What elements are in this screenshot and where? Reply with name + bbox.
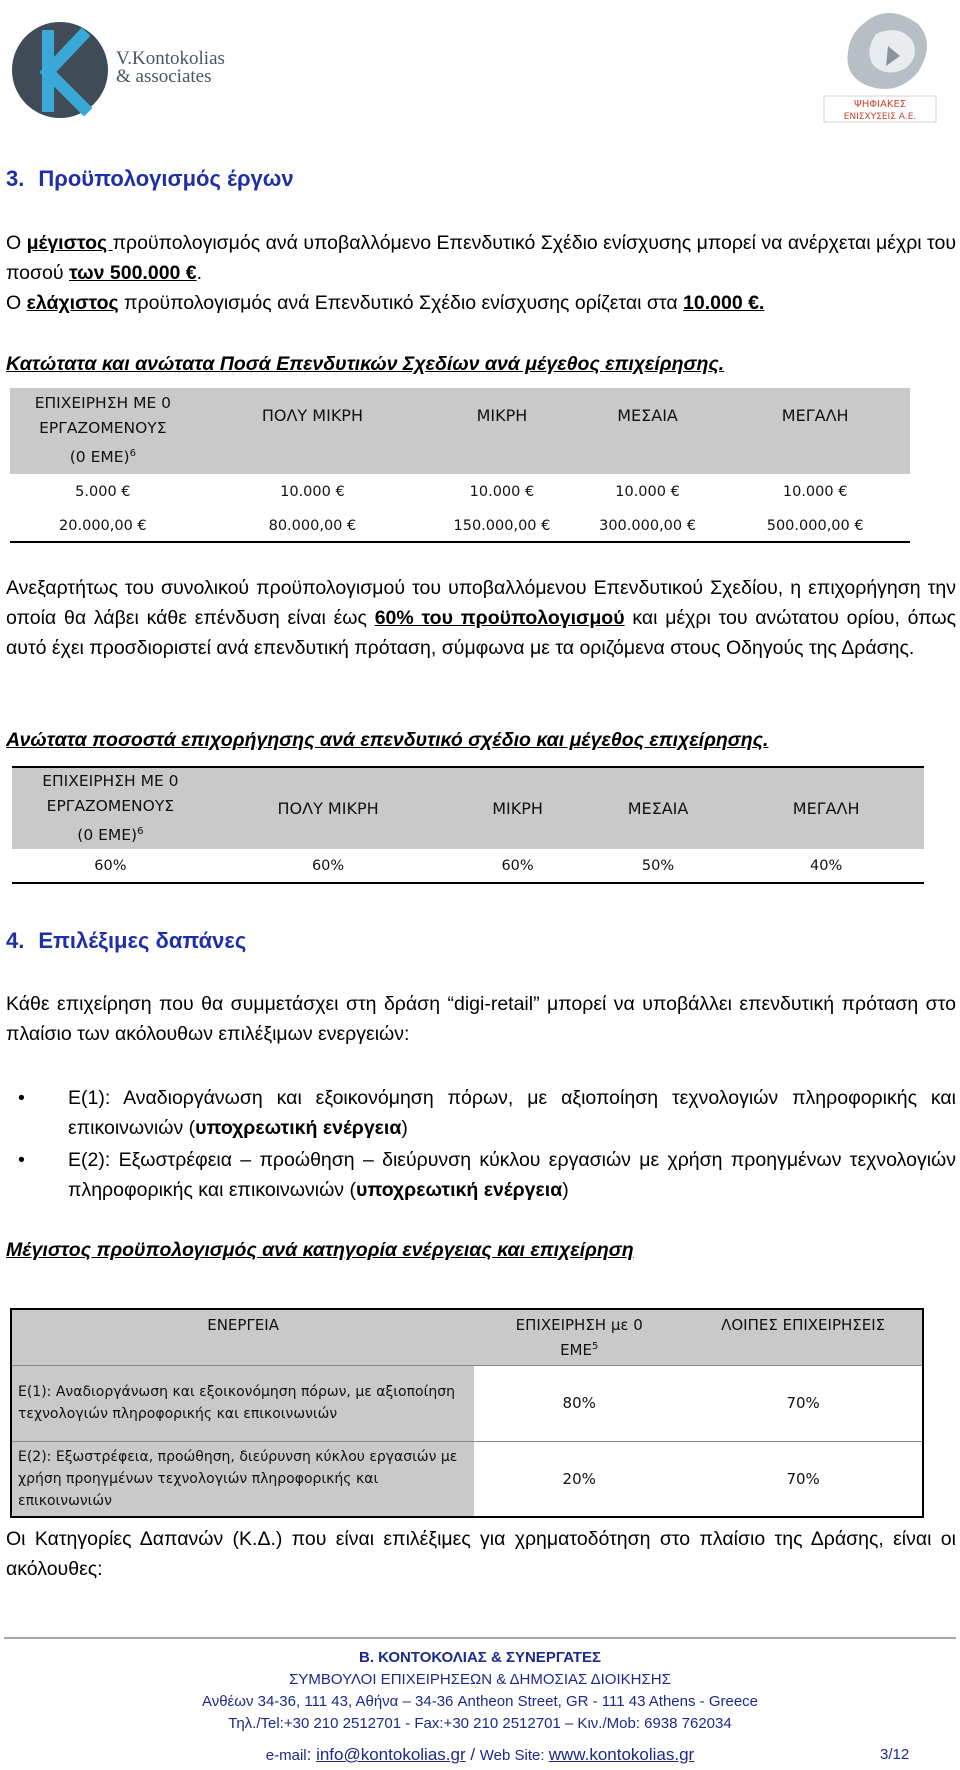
table3-header-zero-employees bbox=[474, 1309, 684, 1365]
table3-header-other: ΛΟΙΠΕΣ ΕΠΙΧΕΙΡΗΣΕΙΣ bbox=[684, 1309, 923, 1365]
table2-header-0-employees bbox=[12, 767, 209, 849]
table2-rate-4: 40% bbox=[810, 857, 843, 874]
footnote: 6 bbox=[129, 448, 136, 460]
text: ) bbox=[401, 1117, 408, 1139]
table1-max-1: 80.000,00 € bbox=[268, 517, 357, 534]
text-mandatory: υποχρεωτική ενέργεια bbox=[195, 1117, 402, 1139]
page-number: 3/12 bbox=[880, 1746, 910, 1763]
subtitle-max-budget-per-action: Μέγιστος προϋπολογισμός ανά κατηγορία ενέργειας και επιχείρηση bbox=[6, 1239, 634, 1261]
section-4-number: 4. bbox=[6, 928, 25, 953]
text-min: ελάχιστος bbox=[26, 292, 119, 314]
subtitle-min-max-amounts: Κατώτατα και ανώτατα Ποσά Επενδυτικών Σχεδίων ανά μέγεθος επιχείρησης. bbox=[6, 353, 725, 375]
eligible-actions-intro: Κάθε επιχείρηση που θα συμμετάσχει στη δράση “digi-retail” μπορεί να υποβάλλει επενδυτική πρόταση στο πλαίσιο των ακόλουθων επιλέξιμων ενεργειών: bbox=[6, 993, 956, 1045]
text: προϋπολογισμός ανά υποβαλλόμενο Επενδυτικό Σχέδιο ενίσχυσης μπορεί να ανέρχεται μέχρι του ποσού bbox=[6, 232, 956, 284]
table1-header-large: ΜΕΓΑΛΗ bbox=[720, 388, 910, 474]
logo-right-text2: ΕΝΙΣΧΥΣΕΙΣ Α.Ε. bbox=[843, 112, 917, 122]
text: ΕΡΓΑΖΟΜΕΝΟΥΣ bbox=[46, 797, 175, 815]
footer-address: Ανθέων 34-36, 111 43, Αθήνα – 34-36 Antheon Street, GR - 111 43 Athens - Greece bbox=[201, 1693, 759, 1710]
partner-logo bbox=[808, 4, 948, 130]
section-3-number: 3. bbox=[6, 166, 25, 191]
company-logo bbox=[8, 12, 248, 124]
table2-header-very-small: ΠΟΛΥ ΜΙΚΡΗ bbox=[209, 767, 448, 849]
footnote: 6 bbox=[137, 826, 144, 837]
text: : bbox=[306, 1745, 317, 1764]
table1-header-very-small: ΠΟΛΥ ΜΙΚΡΗ bbox=[196, 388, 429, 474]
section-4-heading bbox=[6, 928, 246, 954]
table3-row-e1-value-1: 80% bbox=[562, 1394, 596, 1412]
table1-max-2: 150.000,00 € bbox=[453, 517, 551, 534]
table1-max-4: 500.000,00 € bbox=[766, 517, 864, 534]
section-3-title: Προϋπολογισμός έργων bbox=[38, 166, 294, 191]
max-budget-paragraph bbox=[6, 228, 956, 288]
table1-header-small: ΜΙΚΡΗ bbox=[429, 388, 575, 474]
footer-tagline: ΣΥΜΒΟΥΛΟΙ ΕΠΙΧΕΙΡΗΣΕΩΝ & ΔΗΜΟΣΙΑΣ ΔΙΟΙΚΗΣΗΣ bbox=[289, 1671, 671, 1688]
table3-header-action: ΕΝΕΡΓΕΙΑ bbox=[11, 1309, 474, 1365]
footer-contact bbox=[0, 1744, 960, 1767]
text: προϋπολογισμός ανά Επενδυτικό Σχέδιο ενίσχυσης ορίζεται στα bbox=[118, 292, 684, 314]
table1-min-2: 10.000 € bbox=[469, 484, 535, 500]
table3-row-e2-value-2: 70% bbox=[786, 1469, 820, 1488]
text: (0 ΕΜΕ) bbox=[77, 826, 138, 845]
logo-text-line2: & associates bbox=[116, 66, 212, 87]
logo-right-text1: ΨΗΦΙΑΚΕΣ bbox=[853, 99, 907, 110]
bullet-icon: • bbox=[18, 1087, 25, 1109]
logo-text-line1: V.Kontokolias bbox=[116, 48, 225, 69]
text: Ο bbox=[6, 292, 27, 314]
email-label: e-mail bbox=[265, 1747, 307, 1764]
bullet-icon: • bbox=[18, 1149, 25, 1171]
text: ΕΜΕ bbox=[560, 1340, 592, 1359]
subsidy-rates-table bbox=[12, 766, 924, 884]
website-link[interactable]: www.kontokolias.gr bbox=[548, 1745, 695, 1764]
text-max: μέγιστος bbox=[26, 232, 113, 254]
footer-company: Β. ΚΟΝΤΟΚΟΛΙΑΣ & ΣΥΝΕΡΓΑΤΕΣ bbox=[359, 1649, 601, 1666]
min-budget-paragraph bbox=[6, 288, 956, 318]
text: ΕΡΓΑΖΟΜΕΝΟΥΣ bbox=[39, 419, 167, 438]
table3-row-e2-value-1: 20% bbox=[562, 1469, 596, 1488]
text: / bbox=[465, 1745, 480, 1764]
text: ) bbox=[562, 1179, 569, 1201]
text: Ε(1): Αναδιοργάνωση και εξοικονόμηση πόρων, με αξιοποίηση τεχνολογιών πληροφορικής και επικοινωνιών ( bbox=[68, 1087, 956, 1139]
expense-categories-intro: Οι Κατηγορίες Δαπανών (Κ.Δ.) που είναι επιλέξιμες για χρηματοδότηση στο πλαίσιο της Δράσης, είναι οι ακόλουθες: bbox=[6, 1528, 956, 1580]
footnote: 5 bbox=[591, 1340, 599, 1352]
footer-phones: Τηλ./Tel:+30 210 2512701 - Fax:+30 210 2512701 – Κιν./Mob: 6938 762034 bbox=[228, 1715, 732, 1732]
max-budget-per-action-table bbox=[10, 1308, 924, 1518]
text-max-amount: των 500.000 € bbox=[69, 262, 197, 284]
bullet-item-e1 bbox=[18, 1083, 956, 1143]
table1-header-medium: ΜΕΣΑΙΑ bbox=[575, 388, 721, 474]
text: ΕΠΙΧΕΙΡΗΣΗ ΜΕ 0 bbox=[42, 772, 179, 790]
section-4-title: Επιλέξιμες δαπάνες bbox=[38, 928, 247, 953]
text: (0 ΕΜΕ) bbox=[69, 448, 130, 467]
text: ΕΠΙΧΕΙΡΗΣΗ ΜΕ 0 bbox=[34, 394, 172, 413]
table1-min-3: 10.000 € bbox=[615, 484, 680, 500]
text: και μέχρι του ανώτατου ορίου, όπως αυτό έχει προσδιοριστεί ανά επενδυτική πρόταση, σύμφωνα με τα οριζόμενα στους Οδηγούς της Δράσης. bbox=[6, 607, 957, 659]
web-label: Web Site: bbox=[479, 1747, 549, 1764]
table3-row-e1-label: Ε(1): Αναδιοργάνωση και εξοικονόμηση πόρων, με αξιοποίηση τεχνολογιών πληροφορικής και επικοινωνιών bbox=[11, 1365, 474, 1441]
table1-min-0: 5.000 € bbox=[75, 484, 131, 500]
text: Ο bbox=[6, 232, 27, 254]
table1-max-3: 300.000,00 € bbox=[599, 517, 696, 534]
table1-min-4: 10.000 € bbox=[782, 484, 848, 500]
min-max-amounts-table bbox=[10, 388, 910, 543]
text: . bbox=[196, 262, 203, 284]
table2-rate-0: 60% bbox=[94, 857, 127, 874]
section-3-heading bbox=[6, 166, 294, 192]
email-link[interactable]: info@kontokolias.gr bbox=[316, 1745, 466, 1764]
footer-divider bbox=[4, 1637, 956, 1639]
table2-rate-3: 50% bbox=[641, 857, 675, 874]
table1-max-0: 20.000,00 € bbox=[59, 517, 147, 534]
text-min-amount: 10.000 €. bbox=[683, 292, 765, 314]
table2-rate-2: 60% bbox=[501, 857, 534, 874]
table1-header-0-employees bbox=[10, 388, 196, 474]
text-mandatory: υποχρεωτική ενέργεια bbox=[355, 1179, 563, 1201]
table2-header-medium: ΜΕΣΑΙΑ bbox=[588, 767, 729, 849]
table2-header-large: ΜΕΓΑΛΗ bbox=[728, 767, 924, 849]
text: Ε(2): Εξωστρέφεια – προώθηση – διεύρυνση κύκλου εργασιών με χρήση προηγμένων τεχνολογιών πληροφορικής και επικοινωνιών ( bbox=[68, 1149, 956, 1201]
table3-row-e2-label: Ε(2): Εξωστρέφεια, προώθηση, διεύρυνση κύκλου εργασιών με χρήση προηγμένων τεχνολογιών πληροφορικής και επικοινωνιών bbox=[11, 1441, 474, 1517]
text-subsidy-rate: 60% του προϋπολογισμού bbox=[374, 607, 625, 629]
text: Ανεξαρτήτως του συνολικού προϋπολογισμού του υποβαλλόμενου Επενδυτικού Σχεδίου, η επιχορήγηση την οποία θα λάβει κάθε επένδυση είναι έως bbox=[6, 577, 956, 629]
bullet-item-e2 bbox=[18, 1145, 956, 1205]
table1-min-1: 10.000 € bbox=[280, 484, 345, 500]
table2-header-small: ΜΙΚΡΗ bbox=[447, 767, 587, 849]
table2-rate-1: 60% bbox=[311, 857, 345, 874]
subtitle-subsidy-rates: Ανώτατα ποσοστά επιχορήγησης ανά επενδυτικό σχέδιο και μέγεθος επιχείρησης. bbox=[6, 729, 769, 751]
text: ΕΠΙΧΕΙΡΗΣΗ με 0 bbox=[515, 1315, 643, 1334]
table3-row-e1-value-2: 70% bbox=[786, 1394, 820, 1412]
subsidy-paragraph bbox=[6, 573, 956, 663]
